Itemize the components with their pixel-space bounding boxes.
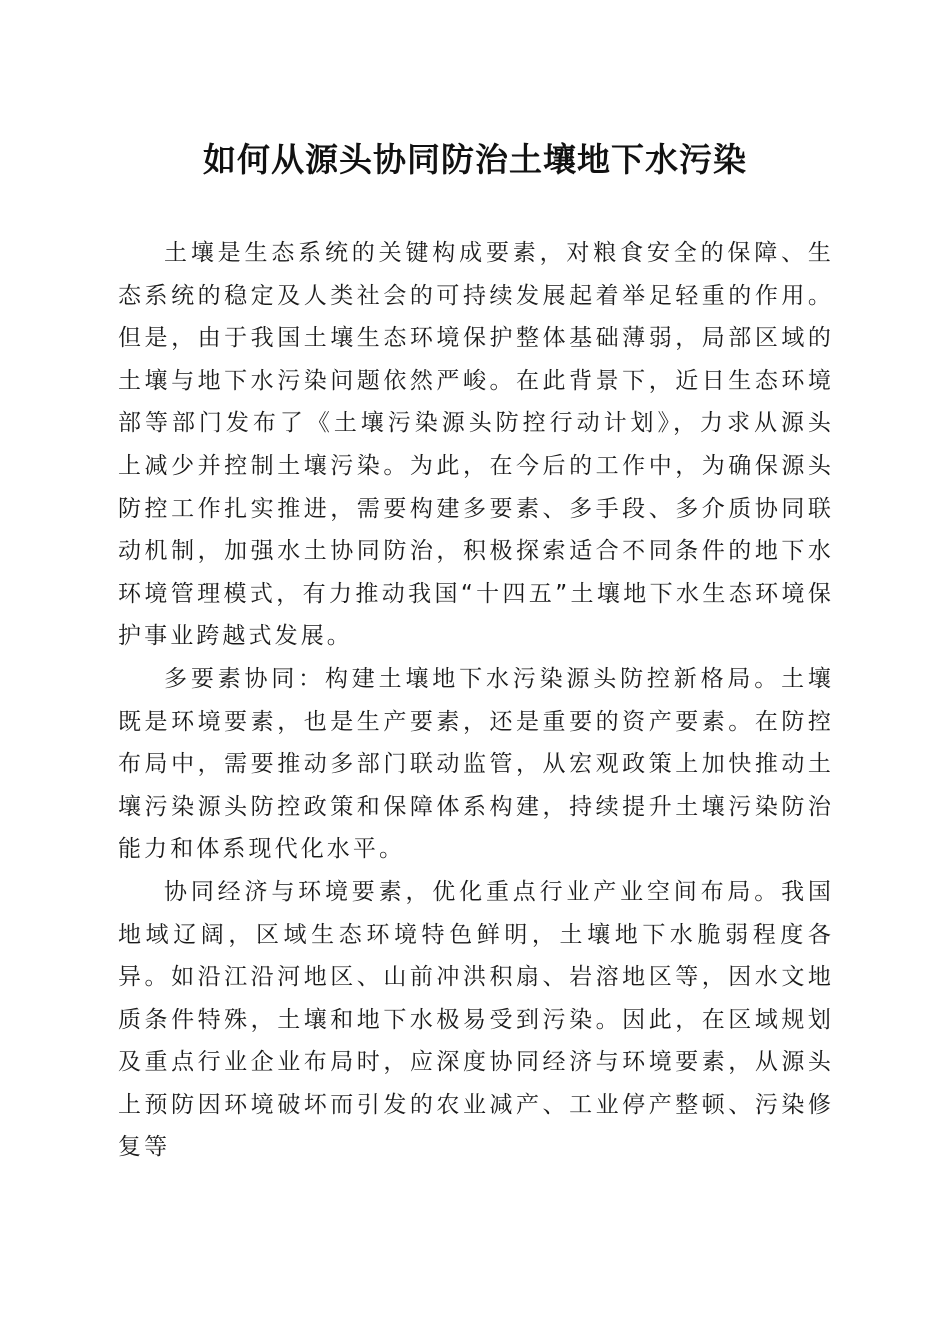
page-title: 如何从源头协同防治土壤地下水污染 [203, 140, 747, 179]
paragraph-2: 多要素协同：构建土壤地下水污染源头防控新格局。土壤既是环境要素，也是生产要素，还是重要的资产要素。在防控布局中，需要推动多部门联动监管，从宏观政策上加快推动土壤污染源头防控政策和保障体系构建，持续提升土壤污染防治能力和体系现代化水平。 [118, 665, 834, 863]
article-body [118, 232, 834, 1169]
paragraph-3: 协同经济与环境要素，优化重点行业产业空间布局。我国地域辽阔，区域生态环境特色鲜明，土壤地下水脆弱程度各异。如沿江沿河地区、山前冲洪积扇、岩溶地区等，因水文地质条件特殊，土壤和地下水极易受到污染。因此，在区域规划及重点行业企业布局时，应深度协同经济与环境要素，从源头上预防因环境破坏而引发的农业减产、工业停产整顿、污染修复等 [118, 878, 834, 1161]
paragraph-1: 土壤是生态系统的关键构成要素，对粮食安全的保障、生态系统的稳定及人类社会的可持续发展起着举足轻重的作用。但是，由于我国土壤生态环境保护整体基础薄弱，局部区域的土壤与地下水污染问题依然严峻。在此背景下，近日生态环境部等部门发布了《土壤污染源头防控行动计划》，力求从源头上减少并控制土壤污染。为此，在今后的工作中，为确保源头防控工作扎实推进，需要构建多要素、多手段、多介质协同联动机制，加强水土协同防治，积极探索适合不同条件的地下水环境管理模式，有力推动我国“十四五”土壤地下水生态环境保护事业跨越式发展。 [118, 240, 834, 650]
